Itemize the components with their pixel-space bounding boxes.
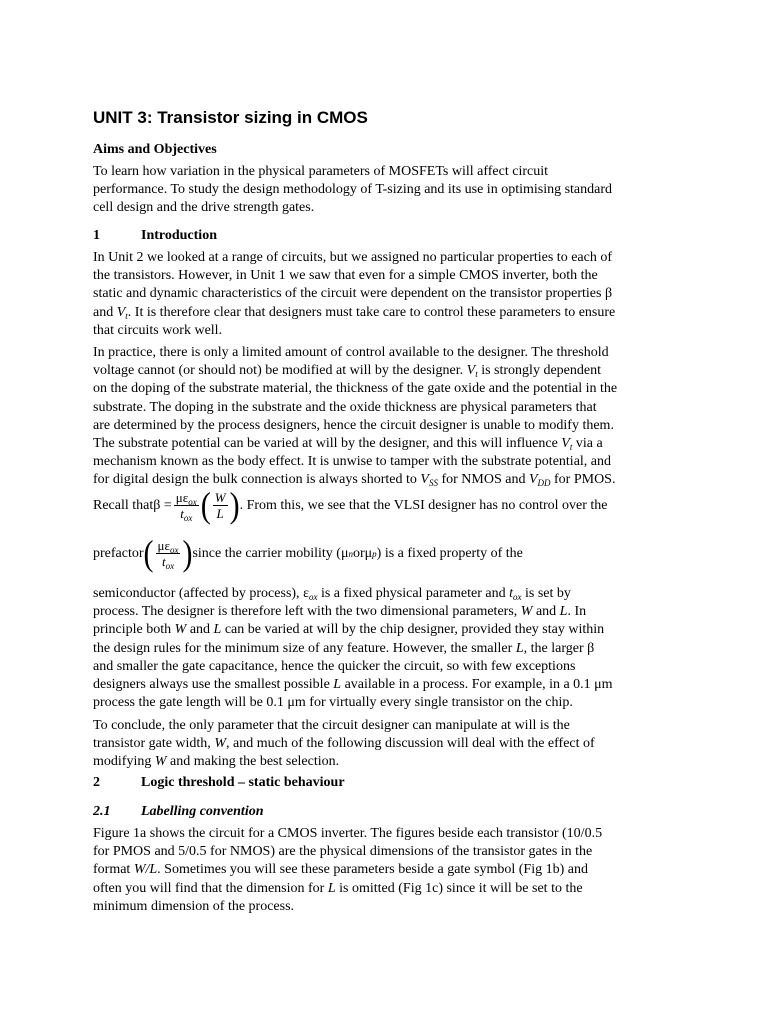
beta-equation: β = $\frac{\mu\varepsilon_{ox}}{t_{ox}}$ ( $\frac{W}{L}$ )	[153, 485, 240, 525]
aims-line: cell design and the drive strength gates.	[93, 200, 315, 216]
text-line: transistor gate width, W, and much of the following discussion will deal with the effect of	[93, 736, 595, 752]
labelling-paragraph	[93, 825, 683, 916]
text-line: static and dynamic characteristics of the circuit were dependent on the transistor properties β	[93, 286, 613, 302]
text-line: In Unit 2 we looked at a range of circuits, but we assigned no particular properties to each of	[93, 250, 612, 265]
intro-paragraph-2	[93, 344, 683, 490]
text-line: To conclude, the only parameter that the circuit designer can manipulate at will is the	[93, 718, 570, 733]
section-1-heading	[93, 228, 217, 244]
section-2-1-heading	[93, 804, 264, 820]
text-line: the design rules for the minimum size of any feature. However, the smaller L, the larger β	[93, 640, 595, 656]
text-line: mechanism known as the body effect. It is unwise to tamper with the substrate potential, and	[93, 454, 612, 470]
text-line: and $V_t$. It is therefore clear that designers must take care to control these parameters to ensure	[93, 304, 616, 321]
recall-equation-line: Recall that β = $\frac{\mu\varepsilon_{ox}}{t_{ox}}$ ( $\frac{W}{L}$ ) . From this, we see that the VLSI designer has no control over the	[93, 485, 608, 525]
unit-title: UNIT 3: Transistor sizing in CMOS	[93, 108, 368, 127]
text-line: process. The designer is therefore left with the two dimensional parameters, W and L. In	[93, 604, 587, 620]
text-line: In practice, there is only a limited amount of control available to the designer. The threshold	[93, 345, 609, 360]
prefactor-line: prefactor ( $\frac{\mu\varepsilon_{ox}}{t_{ox}}$ ) since the carrier mobility ( μ n or μ p ) is a fixed property of the	[93, 533, 523, 573]
text-line: process the gate length will be 0.1 μm for virtually every single transistor on the chip.	[93, 695, 573, 711]
text-line: voltage cannot (or should not) be modified at will by the designer. $V_t$ is strongly dependent	[93, 363, 601, 380]
text-line: principle both W and L can be varied at will by the chip designer, provided they stay within	[93, 622, 605, 638]
text-line: often you will find that the dimension for L is omitted (Fig 1c) since it will be set to the	[93, 880, 583, 896]
aims-paragraph	[93, 163, 683, 218]
text-line: on the doping of the substrate material, the thickness of the gate oxide and the potential in the	[93, 381, 618, 397]
text-line: substrate. The doping in the substrate and the oxide thickness are physical parameters that	[93, 399, 597, 415]
text-line: the transistors. However, in Unit 1 we saw that even for a simple CMOS inverter, both the	[93, 268, 598, 284]
section-number: 2	[93, 775, 100, 790]
aims-line: To learn how variation in the physical parameters of MOSFETs will affect circuit	[93, 164, 548, 179]
aims-line: performance. To study the design methodology of T-sizing and its use in optimising standard	[93, 182, 613, 198]
section-number: 2.1	[93, 804, 111, 819]
text-line: semiconductor (affected by process), $\varepsilon_{ox}$ is a fixed physical parameter and $t_{ox}$ is set by	[93, 586, 571, 602]
text-line: are determined by the process designers, hence the circuit designer is unable to modify them.	[93, 417, 614, 433]
semiconductor-paragraph	[93, 585, 683, 712]
text-line: designers always use the smallest possible L available in a process. For example, in a 0.1 μm	[93, 677, 613, 693]
aims-heading: Aims and Objectives	[93, 142, 217, 157]
text-line: for PMOS and 5/0.5 for NMOS) are the physical dimensions of the transistor gates in the	[93, 844, 593, 860]
text-line: and smaller the gate capacitance, hence the quicker the circuit, so with few exceptions	[93, 658, 576, 674]
text-line: for digital design the bulk connection is always shorted to $V_{SS}$ for NMOS and $V_{DD}$ for PMOS.	[93, 472, 616, 489]
section-title: Logic threshold – static behaviour	[141, 775, 345, 790]
text-line: that circuits work well.	[93, 322, 223, 338]
section-2-heading	[93, 775, 345, 791]
text-line: The substrate potential can be varied at will by the designer, and this will influence $V_t$ via a	[93, 436, 603, 453]
intro-paragraph-1	[93, 249, 683, 340]
section-number: 1	[93, 228, 100, 243]
section-title: Introduction	[141, 228, 217, 243]
text-line: minimum dimension of the process.	[93, 898, 295, 914]
text-line: format W/L. Sometimes you will see these parameters beside a gate symbol (Fig 1b) and	[93, 862, 588, 878]
section-title: Labelling convention	[141, 804, 264, 819]
text-line: modifying W and making the best selection.	[93, 754, 340, 770]
conclusion-paragraph	[93, 717, 683, 772]
text-line: Figure 1a shows the circuit for a CMOS inverter. The figures beside each transistor (10/0.5	[93, 826, 603, 841]
